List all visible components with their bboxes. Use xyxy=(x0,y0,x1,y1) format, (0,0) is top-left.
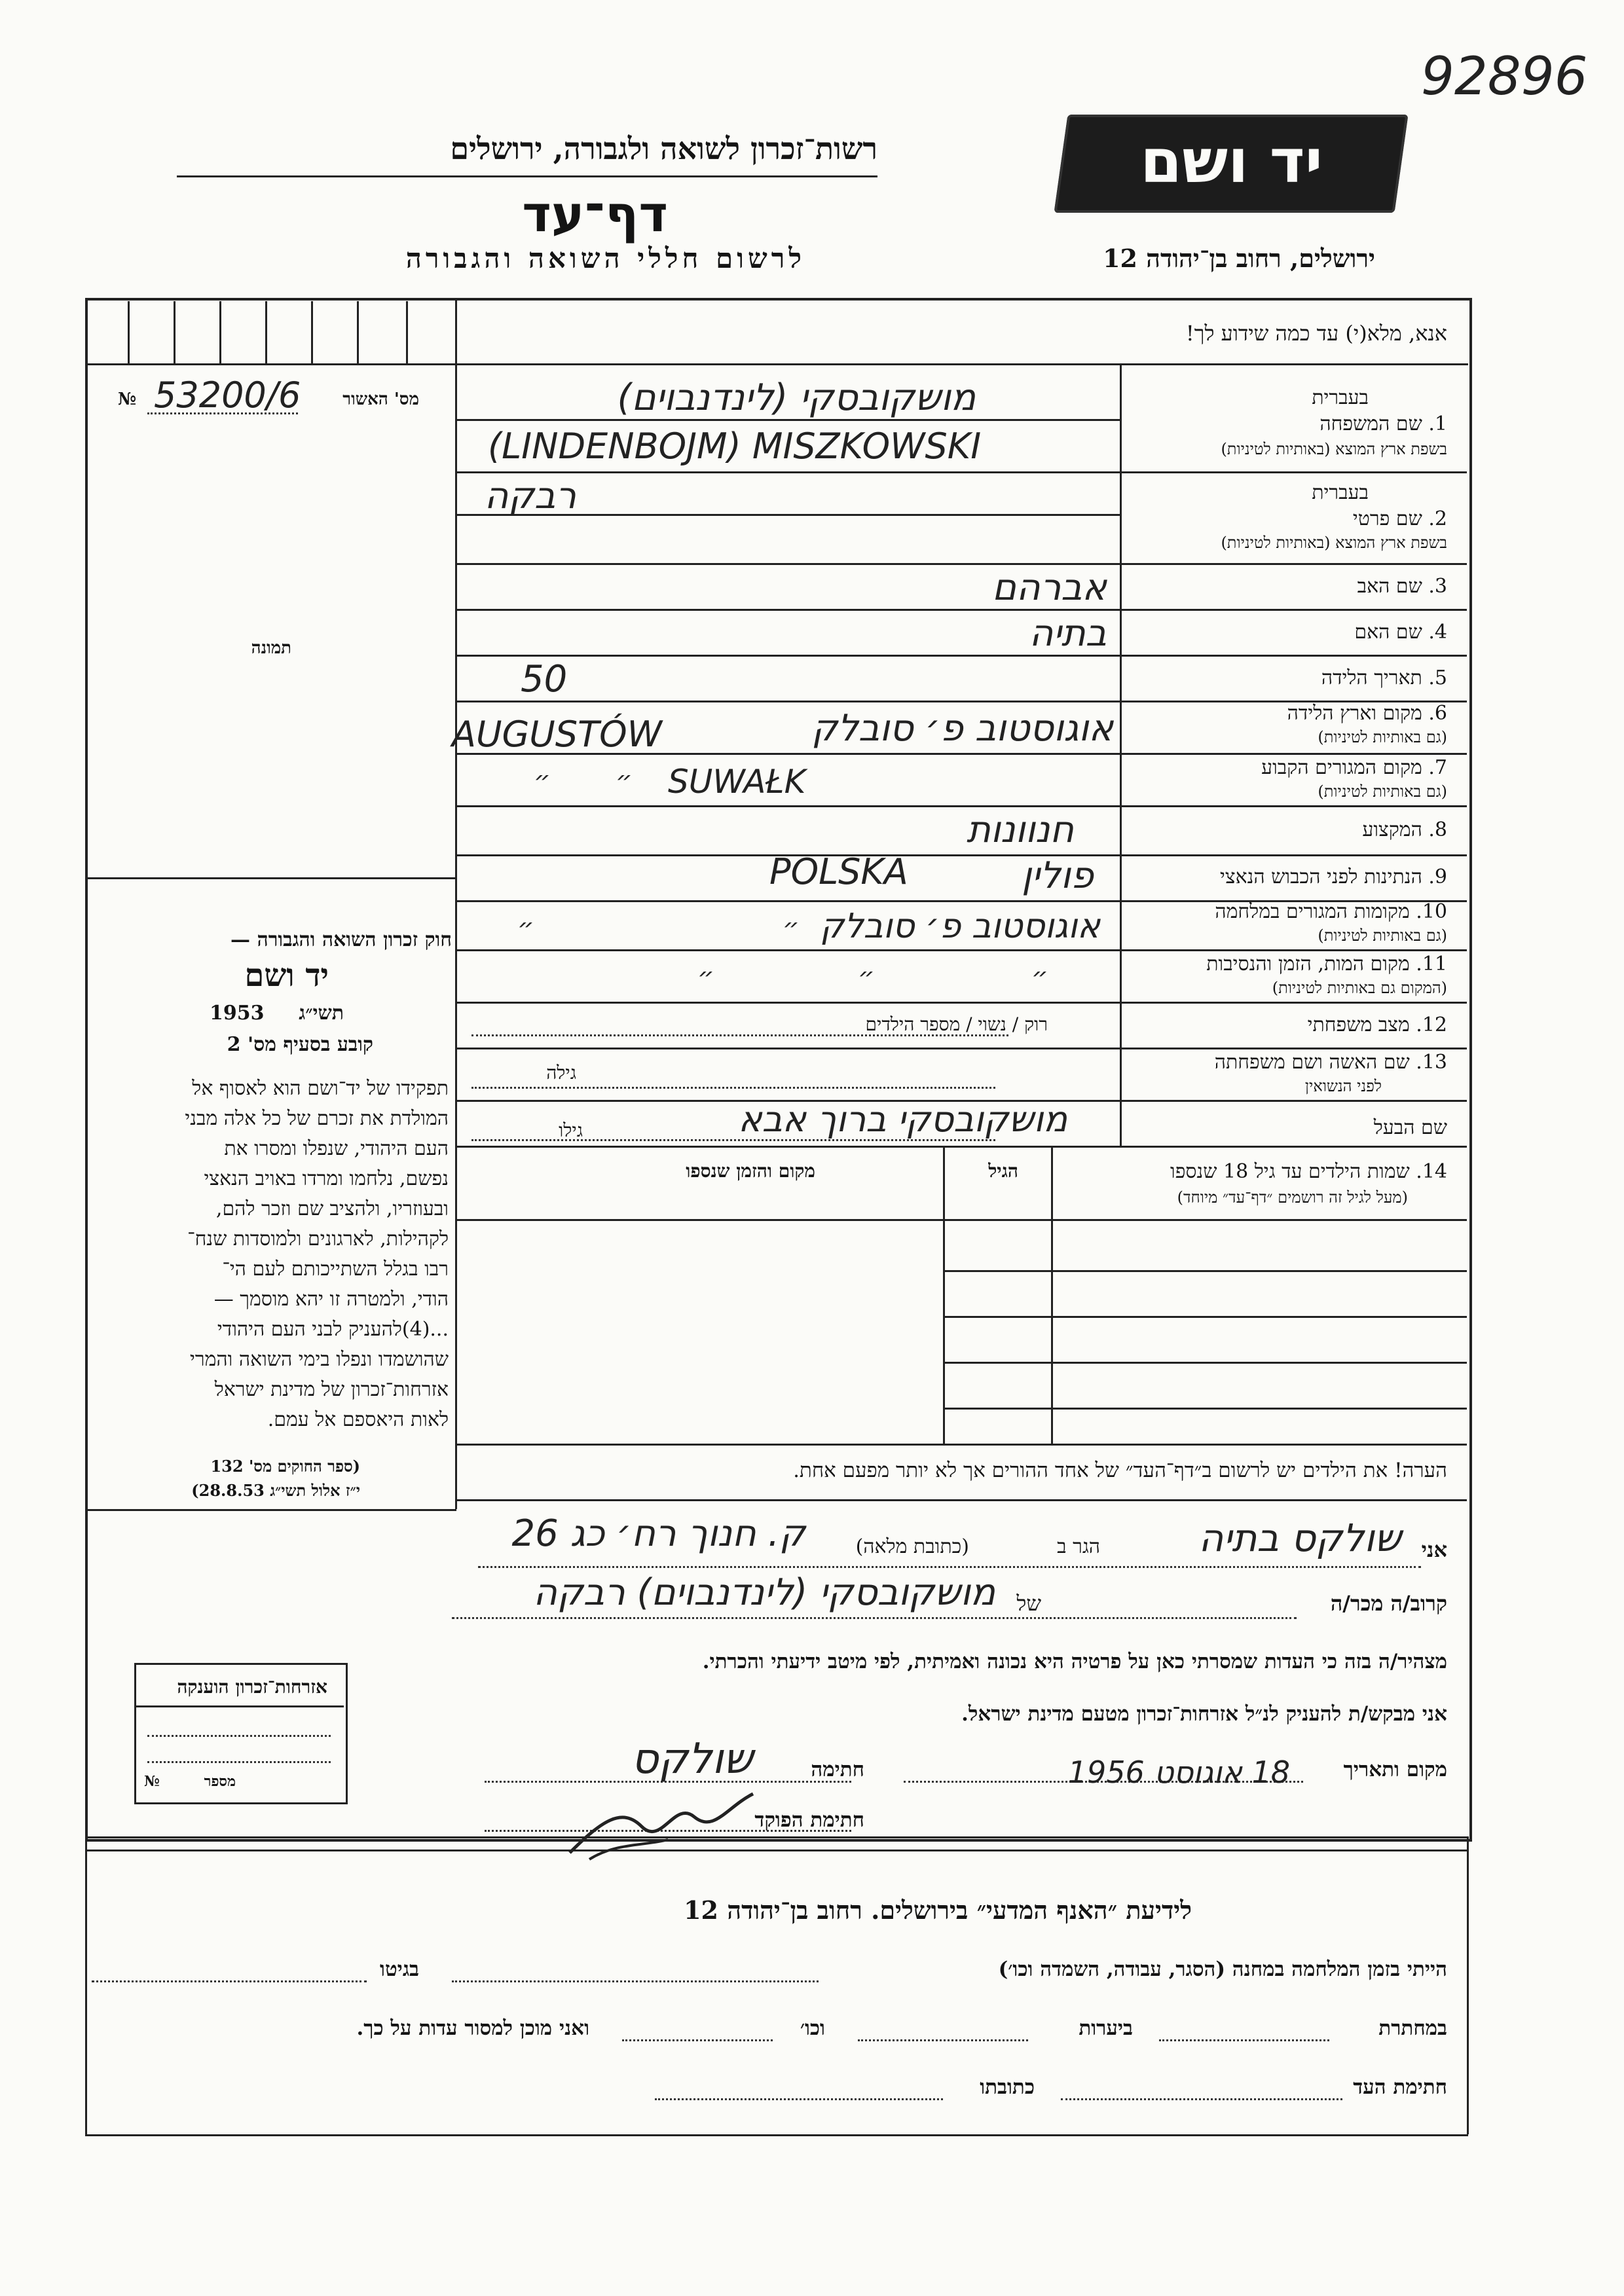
law-heading: חוק זכרון השואה והגבורה — xyxy=(231,928,452,951)
law-reference-2: י״ז אלול תשי״ג 28.8.53) xyxy=(191,1481,360,1500)
husband-age-label: גילו xyxy=(559,1120,583,1141)
law-text-line: תפקידו של יד־ושם הוא לאסוף אל xyxy=(192,1077,449,1100)
signature-label: חתימה xyxy=(811,1758,864,1781)
citizenship-dots xyxy=(147,1735,331,1737)
note-bottom-line xyxy=(455,1499,1467,1501)
surname-hebrew-value: מושקובסקי (לינדנבוים) xyxy=(617,376,976,419)
law-text-line: המולדת את זכרם של כל אלה מבני xyxy=(185,1107,449,1130)
surname-latin-label: בשפת ארץ המוצא (באותיות לטיניות) xyxy=(1221,440,1447,458)
husband-name-label: שם הבעל xyxy=(1373,1116,1447,1139)
law-text-line: לקהילות, לארגונים ולמוסדות שנח־ xyxy=(187,1228,449,1250)
declaration-statement: מצהיר/ה בזה כי העדות שמסרתי כאן על פרטיה היא נכונה ואמיתית, לפי מיטב ידיעתי והכרתי. xyxy=(702,1650,1447,1673)
birth-date-value: 50 xyxy=(521,658,568,701)
address-value: ק. חנוך רח׳ כג 26 xyxy=(511,1512,805,1555)
birth-place-latin-label: (גם באותיות לטיניות) xyxy=(1318,728,1447,746)
law-name: יד ושם xyxy=(244,957,329,994)
wife-age-label: גילה xyxy=(546,1062,576,1084)
sidebar-bottom xyxy=(85,1509,456,1511)
footer-underground-dots xyxy=(1159,2039,1329,2041)
footer-forests-label: ביערות xyxy=(1079,2016,1133,2040)
husband-dots xyxy=(471,1139,995,1141)
law-text-line: נפשם, נלחמו ומרדו באויב הנאצי xyxy=(204,1167,449,1190)
form-title: דף־עד xyxy=(522,185,668,243)
footer-address-dots xyxy=(655,2098,943,2100)
mother-name-value: בתיה xyxy=(1029,612,1107,655)
field-row-line xyxy=(455,471,1467,473)
footer-address-label: כתובתו xyxy=(980,2075,1035,2099)
law-text-line: ...(4)להעניק לבני העם היהודי xyxy=(217,1318,449,1341)
children-note: הערה! את הילדים יש לרשום ב״דף־העד״ של אחד ההורים אך לא יותר מפעם אחת. xyxy=(793,1459,1447,1482)
footer-forests-dots xyxy=(858,2039,1028,2041)
footer-ghetto-label: בגיטו xyxy=(380,1958,419,1981)
children-row-line xyxy=(943,1408,1467,1410)
children-col-line xyxy=(1051,1146,1053,1444)
address-label: (כתובת מלאה) xyxy=(855,1535,969,1558)
wartime-residence-ditto-2: ״ xyxy=(783,913,800,943)
photo-label: תמונה xyxy=(251,638,291,658)
citizenship-title-line xyxy=(134,1705,344,1707)
reg-cell-line xyxy=(357,301,359,363)
officer-signature-label: חתימת הפוקד xyxy=(754,1808,864,1832)
registration-dots xyxy=(147,412,298,414)
nationality-label: 9. הנתינות לפני הכבוש הנאצי xyxy=(1220,866,1447,888)
nationality-latin-value: POLSKA xyxy=(769,851,908,892)
death-place-latin-label: (המקום גם באותיות לטיניות) xyxy=(1272,979,1447,997)
birth-place-hebrew-value: אוגוסטוב פ׳ סובלק xyxy=(811,707,1113,750)
birth-place-label: 6. מקום וארץ הלידה xyxy=(1287,702,1447,725)
law-text-line: רבו בגלל השתייכותם לעם הי־ xyxy=(222,1258,449,1281)
marital-status-label: 12. מצב משפחתי xyxy=(1307,1013,1447,1036)
field-row-line xyxy=(455,1146,1467,1148)
footer-ghetto-dots xyxy=(92,1980,367,1982)
marital-dots xyxy=(471,1034,1008,1036)
hebrew-label-1: בעברית xyxy=(1312,386,1369,409)
field-row-line xyxy=(455,854,1467,856)
archive-number: 92896 xyxy=(1421,46,1588,107)
reg-cell-line xyxy=(174,301,175,363)
birth-date-label: 5. תאריך הלידה xyxy=(1321,666,1447,689)
reg-cell-line xyxy=(406,301,408,363)
footer-camp-label: הייתי בזמן המלחמה במחנה (הסגר, עבודה, השמדה וכו׳) xyxy=(998,1958,1447,1981)
field-row-line xyxy=(455,563,1467,565)
authority-underline xyxy=(177,175,877,177)
registration-label: מס' האשור xyxy=(342,390,419,409)
footer-left-edge xyxy=(85,1836,87,2134)
first-name-label: 2. שם פרטי xyxy=(1352,507,1447,530)
children-row-line xyxy=(455,1219,1467,1221)
children-label: 14. שמות הילדים עד גיל 18 שנספו xyxy=(1170,1160,1447,1183)
law-clause: קובע בסעיף מס' 2 xyxy=(227,1033,373,1056)
field-row-line xyxy=(455,1002,1467,1004)
father-name-value: אברהם xyxy=(991,566,1107,609)
wife-name-label: 13. שם האשה ושם משפחתה xyxy=(1214,1051,1447,1074)
footer-witness-dots xyxy=(1061,2098,1342,2100)
footer-bottom-line xyxy=(85,2134,1468,2136)
law-text-line: ובעוזריו, ולהציב שם וזכר להם, xyxy=(215,1197,449,1220)
law-text-line: העם היהודי, שנפלו ומסרו את xyxy=(224,1137,449,1160)
date-value: 18 אוגוסט 1956 xyxy=(1067,1755,1290,1790)
logo-text: יד ושם xyxy=(1140,126,1323,196)
first-name-value: רבקה xyxy=(484,475,576,517)
surname-latin-value: (LINDENBOJM) MISZKOWSKI xyxy=(488,426,982,467)
children-row-line xyxy=(943,1362,1467,1364)
death-place-ditto-1: ״ xyxy=(697,962,714,993)
children-row-line xyxy=(943,1270,1467,1272)
law-text-line: אזרחות־זכרון של מדינת ישראל xyxy=(214,1378,449,1401)
death-place-ditto-3: ״ xyxy=(1031,962,1048,993)
citizenship-dots xyxy=(147,1761,331,1763)
footer-notice-title: לידיעת ״האנף המדעי״ בירושלים. רחוב בן־יהודה 12 xyxy=(684,1895,1192,1925)
declarant-i-label: אני xyxy=(1421,1537,1447,1562)
footer-witness-signature-label: חתימת העד xyxy=(1353,2075,1447,2099)
law-text-line: לאות היאספם אל עמם. xyxy=(267,1408,449,1431)
footer-right-edge xyxy=(1467,1836,1469,2134)
footer-underground-label: במחתרת xyxy=(1378,2016,1447,2040)
declaration-bottom-line-2 xyxy=(85,1850,1468,1851)
place-date-label: מקום ותאריך xyxy=(1343,1758,1447,1781)
residence-ditto-2: ״ xyxy=(616,766,633,796)
law-reference-1: (ספר החוקים מס' 132 xyxy=(210,1457,360,1476)
citizenship-number-label: מספר xyxy=(204,1773,236,1790)
field-row-line xyxy=(455,419,1120,421)
law-section-top xyxy=(85,877,456,879)
death-place-ditto-2: ״ xyxy=(858,962,875,993)
husband-name-value: מושקובסקי ברוך אבא xyxy=(738,1099,1067,1140)
law-text-block xyxy=(92,1074,449,1435)
reg-cell-line xyxy=(311,301,313,363)
wife-dots xyxy=(471,1087,995,1089)
law-year-hebrew: תשי״ג xyxy=(299,1002,344,1025)
children-age-header: הגיל xyxy=(988,1160,1018,1182)
law-text-line: הודי, ולמטרה זו יהא מוסמך — xyxy=(213,1288,449,1311)
footer-etc-label: וכו׳ xyxy=(800,2016,825,2040)
residence-ditto: ״ xyxy=(534,766,551,796)
field-row-line xyxy=(455,1048,1467,1049)
wartime-residence-label: 10. מקומות המגורים במלחמה xyxy=(1215,900,1447,923)
residence-label: 7. מקום המגורים הקבוע xyxy=(1261,756,1447,779)
field-row-line xyxy=(455,609,1467,611)
form-subtitle: לרשום חללי השואה והגבורה xyxy=(405,242,805,274)
declarant-dots xyxy=(478,1566,1421,1568)
registration-prefix: № xyxy=(118,390,137,409)
resident-label: הגר ב xyxy=(1057,1535,1100,1558)
relative-dots xyxy=(452,1617,1297,1619)
children-sub-label: (מעל לגיל זה רושמים ״דף־עד״ מיוחד) xyxy=(1177,1188,1408,1207)
children-col-line xyxy=(943,1146,945,1444)
profession-label: 8. המקצוע xyxy=(1362,818,1447,841)
hebrew-label-2: בעברית xyxy=(1312,481,1369,504)
wartime-residence-ditto-1: ״ xyxy=(517,913,534,943)
registration-number: 53200/6 xyxy=(154,374,301,416)
father-name-label: 3. שם האב xyxy=(1357,575,1447,598)
wife-maiden-label: לפני הנשואין xyxy=(1304,1077,1382,1095)
instruction-row-line xyxy=(85,363,1468,365)
footer-etc-dots xyxy=(622,2039,773,2041)
wartime-residence-value: אוגוסטוב פ׳ סובלק xyxy=(820,907,1100,946)
wartime-residence-latin-label: (גם באותיות לטיניות) xyxy=(1318,926,1447,945)
residence-latin-label: (גם באותיות לטיניות) xyxy=(1318,782,1447,801)
law-year: 1953 xyxy=(210,1002,265,1025)
residence-latin-value: SUWAŁK xyxy=(668,763,806,801)
of-label: של xyxy=(1016,1591,1041,1616)
signature-value: שולקס xyxy=(631,1735,753,1783)
yad-vashem-logo xyxy=(1054,115,1408,213)
first-name-latin-label: בשפת ארץ המוצא (באותיות לטיניות) xyxy=(1221,534,1447,552)
reg-cell-line xyxy=(128,301,130,363)
children-place-header: מקום והזמן שנספו xyxy=(686,1160,815,1182)
citizenship-title: אזרחות־זכרון הוענקה xyxy=(177,1676,327,1698)
birth-place-latin-value: AUGUSTÓW xyxy=(452,714,662,755)
surname-label: 1. שם המשפחה xyxy=(1320,412,1447,435)
field-row-line xyxy=(455,949,1467,951)
marital-status-options: רוק / נשוי / מספר הילדים xyxy=(865,1013,1048,1035)
reg-cell-line xyxy=(219,301,221,363)
law-text-line: שהושמדו ונפלו בימי השואה והמרי xyxy=(189,1348,449,1371)
profession-value: חנוונות xyxy=(966,809,1074,851)
relative-label: קרוב/ה מכר/ה xyxy=(1330,1591,1447,1616)
declaration-bottom-line xyxy=(85,1836,1468,1838)
children-table-bottom xyxy=(455,1444,1467,1446)
reg-cell-line xyxy=(265,301,267,363)
officer-signature-scrawl xyxy=(563,1781,760,1866)
citizenship-number-prefix: № xyxy=(144,1773,160,1790)
field-row-line xyxy=(455,655,1467,657)
footer-testify-label: ואני מוכן למסור עדות על כך. xyxy=(356,2016,589,2040)
mother-name-label: 4. שם האם xyxy=(1354,621,1447,644)
declarant-name-value: שולקס בתיה xyxy=(1198,1516,1401,1560)
instruction-text: אנא, מלא(י) עד כמה שידוע לך! xyxy=(1185,321,1447,346)
citizenship-request: אני מבקש/ת להעניק לנ״ל אזרחות־זכרון מטעם מדינת ישראל. xyxy=(961,1702,1447,1726)
death-place-label: 11. מקום המות, הזמן והנסיבות xyxy=(1206,953,1447,975)
children-row-line xyxy=(943,1316,1467,1318)
header-address: ירושלים, רחוב בן־יהודה 12 xyxy=(1103,244,1375,273)
field-row-line xyxy=(455,805,1467,807)
nationality-hebrew-value: פולין xyxy=(1022,854,1094,897)
authority-line: רשות־זכרון לשואה ולגבורה, ירושלים xyxy=(450,131,877,166)
footer-camp-dots xyxy=(452,1980,819,1982)
relative-value: מושקובסקי (לינדנבוים) רבקה xyxy=(533,1571,995,1614)
